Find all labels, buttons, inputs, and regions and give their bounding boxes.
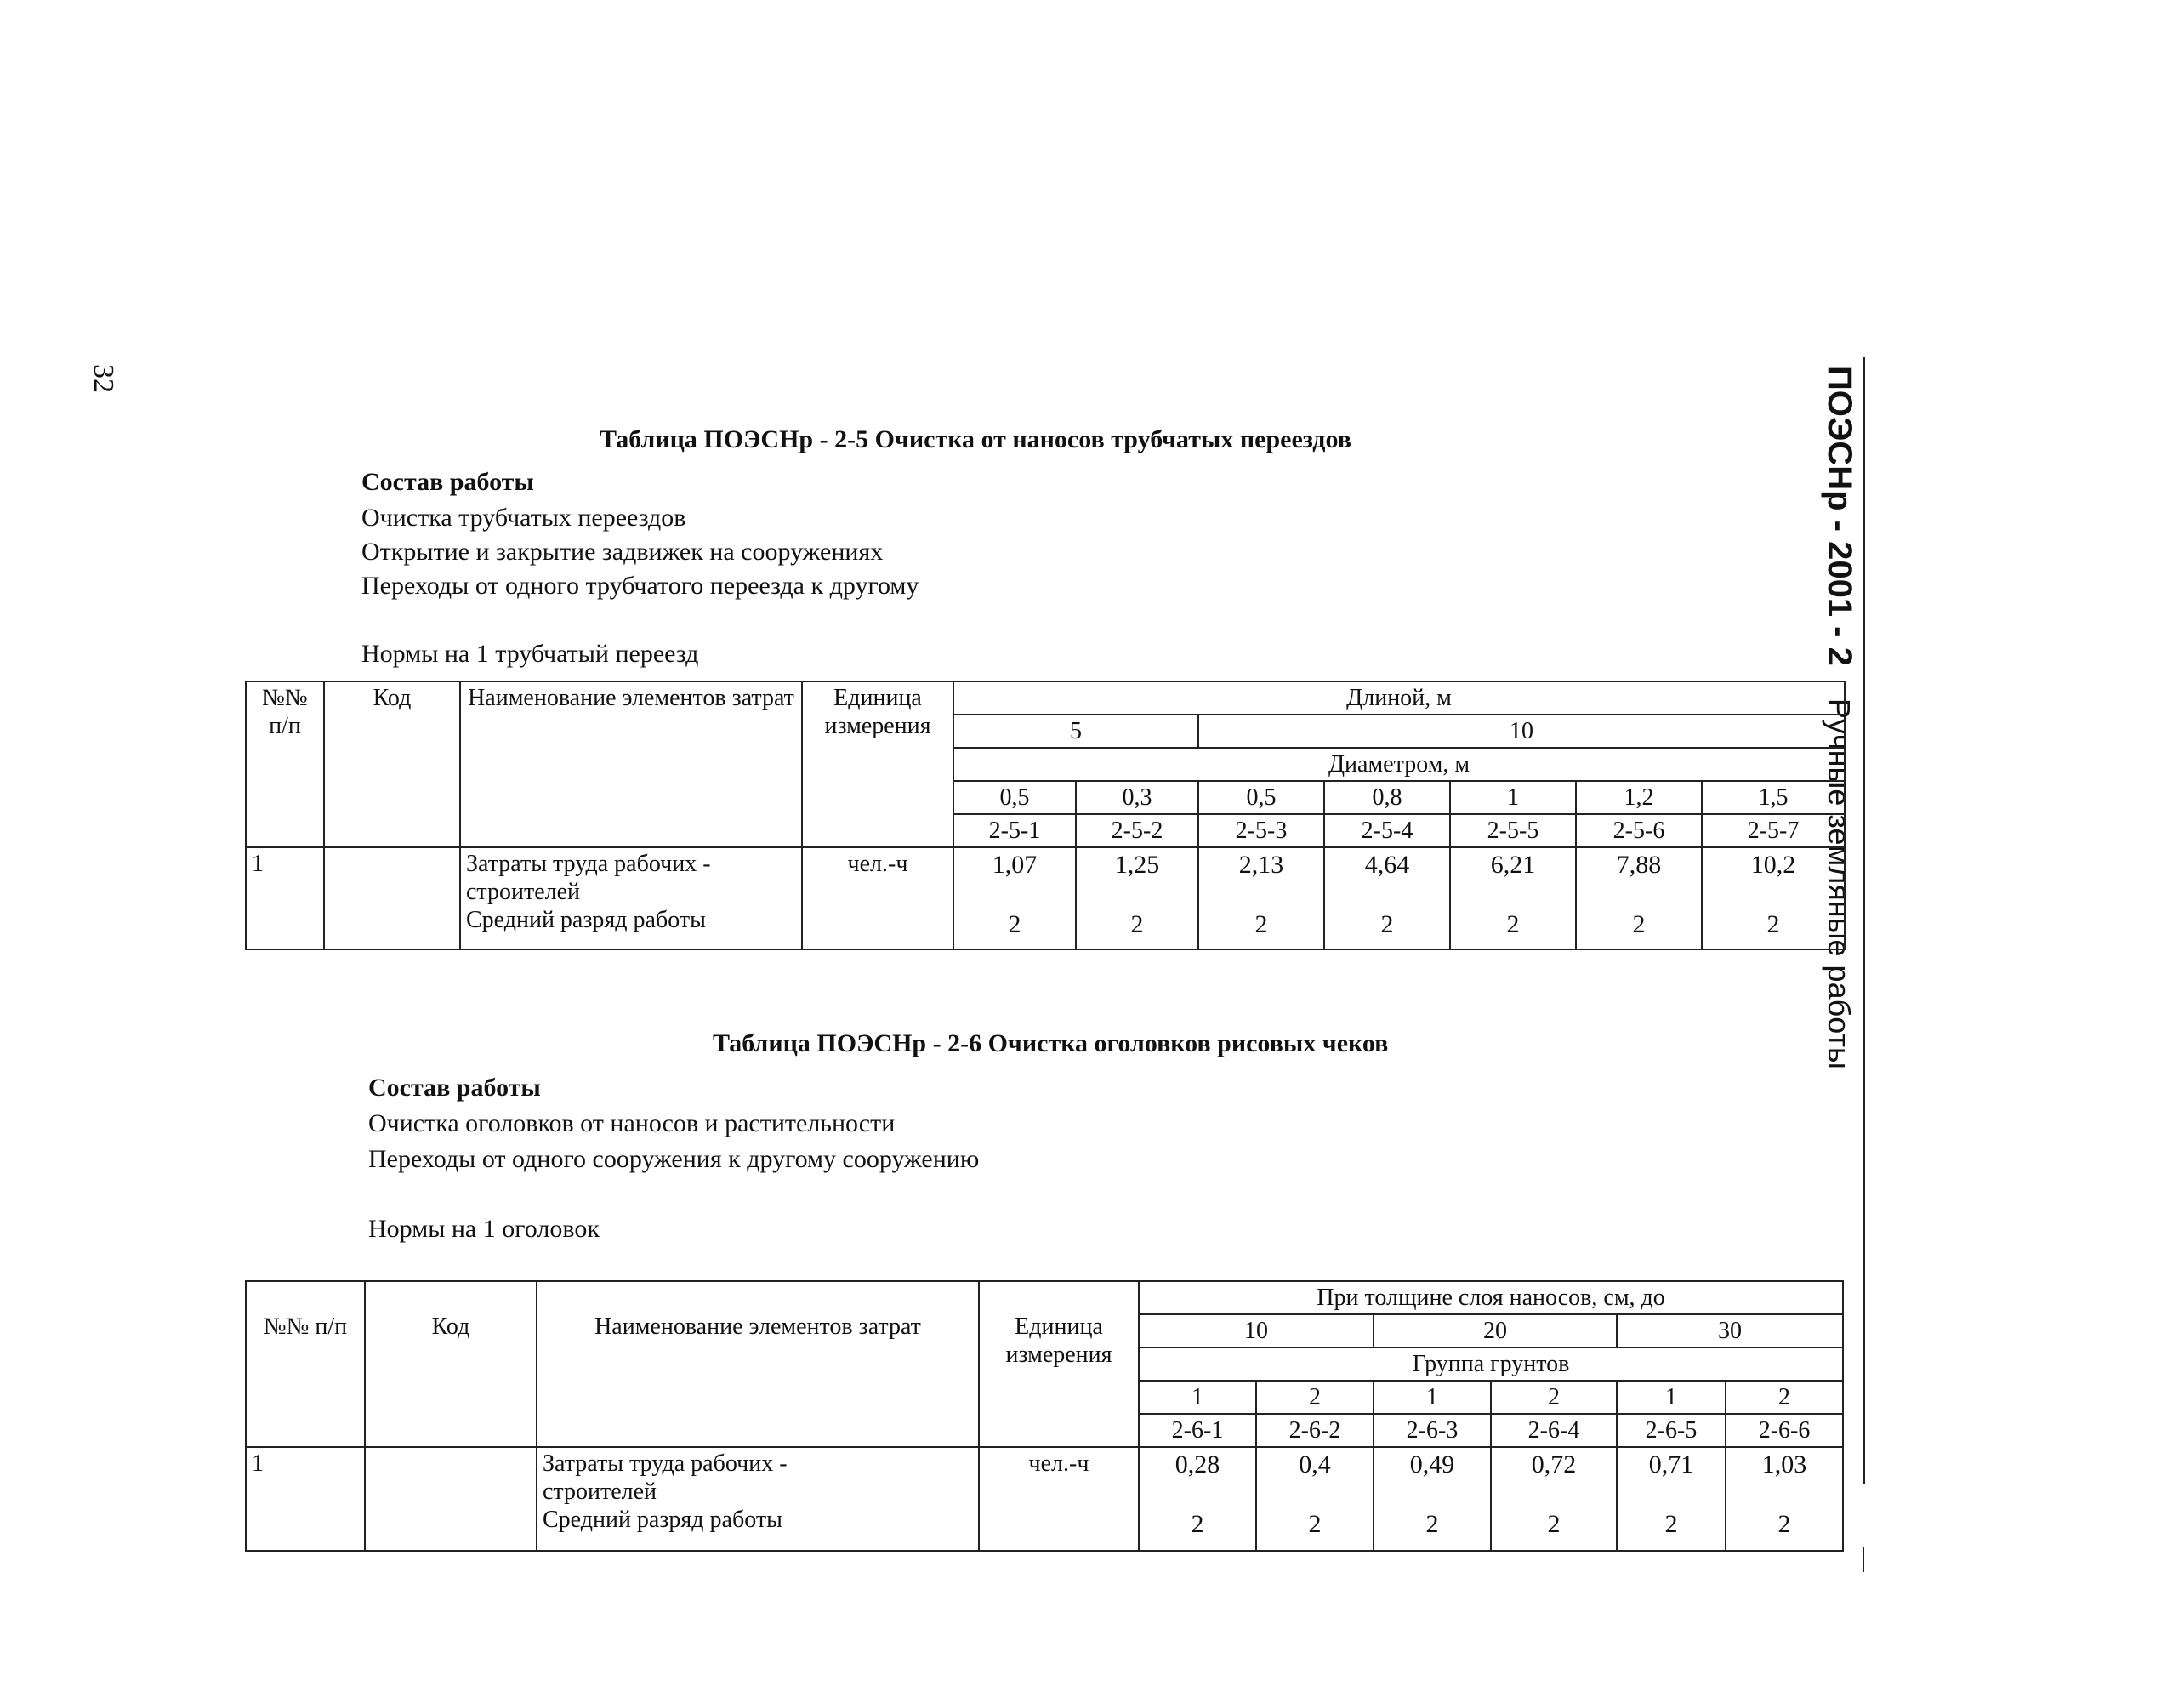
diameter-cell: 0,5 (953, 781, 1076, 814)
rank-value: 2 (1766, 909, 1780, 938)
labor-value: 1,03 (1761, 1450, 1807, 1479)
margin-rule (1863, 357, 1865, 1484)
header-code: Код (324, 681, 460, 847)
table1-work-item: Переходы от одного трубчатого переезда к другому (361, 572, 919, 600)
value-cell (1076, 847, 1198, 949)
diameter-cell: 1,5 (1702, 781, 1845, 814)
norm-code-cell: 2-6-2 (1256, 1414, 1374, 1447)
rank-value: 2 (1254, 909, 1268, 938)
row-code (365, 1447, 537, 1551)
norm-code-cell: 2-6-1 (1139, 1414, 1256, 1447)
table2-work-item: Переходы от одного сооружения к другому сооружению (368, 1145, 980, 1173)
value-cell (953, 847, 1076, 949)
norm-code-cell: 2-5-3 (1198, 814, 1324, 847)
diameter-cell: 0,5 (1198, 781, 1324, 814)
rank-value: 2 (1777, 1509, 1791, 1538)
norm-code-cell: 2-5-5 (1450, 814, 1576, 847)
labor-value: 2,13 (1238, 851, 1284, 880)
labor-value: 0,49 (1409, 1450, 1455, 1479)
rank-value: 2 (1547, 1509, 1561, 1538)
rank-value: 2 (1191, 1509, 1204, 1538)
value-cell (1726, 1447, 1843, 1551)
header-code: Код (365, 1281, 537, 1447)
value-cell (1324, 847, 1450, 949)
diameter-cell: 1 (1450, 781, 1576, 814)
margin-tick (1863, 1547, 1864, 1572)
table2-norms-label: Нормы на 1 оголовок (368, 1215, 600, 1243)
soil-group-cell: 1 (1139, 1381, 1256, 1414)
header-diameter: Диаметром, м (953, 748, 1845, 781)
labor-value: 7,88 (1616, 851, 1662, 880)
labor-value: 0,72 (1531, 1450, 1577, 1479)
norm-code-cell: 2-5-1 (953, 814, 1076, 847)
row-num: 1 (246, 847, 324, 949)
header-length-value: 10 (1198, 715, 1845, 748)
rank-label: Средний разряд работы (466, 907, 706, 934)
norm-code-cell: 2-6-3 (1374, 1414, 1491, 1447)
page-number: 32 (88, 364, 119, 393)
value-cell (1256, 1447, 1374, 1551)
table2-work-heading: Состав работы (368, 1074, 541, 1102)
norm-code-cell: 2-6-6 (1726, 1414, 1843, 1447)
diameter-cell: 0,3 (1076, 781, 1198, 814)
labor-value: 6,21 (1490, 851, 1536, 880)
table-row (246, 1447, 1843, 1551)
norm-code-cell: 2-5-2 (1076, 814, 1198, 847)
table1-title: Таблица ПОЭСНр - 2-5 Очистка от наносов трубчатых переездов (600, 425, 1351, 453)
header-length-value: 5 (953, 715, 1198, 748)
row-unit: чел.-ч (979, 1447, 1139, 1551)
labor-value: 0,71 (1648, 1450, 1694, 1479)
value-cell (1139, 1447, 1256, 1551)
soil-group-cell: 1 (1617, 1381, 1726, 1414)
row-code (324, 847, 460, 949)
cost-line: Затраты труда рабочих - (543, 1450, 788, 1478)
value-cell (1491, 1447, 1617, 1551)
rank-value: 2 (1380, 909, 1394, 938)
table2-grid (245, 1280, 1844, 1552)
header-unit: Единица измерения (802, 681, 953, 847)
table1-grid (245, 681, 1846, 950)
value-cell (1450, 847, 1576, 949)
header-thickness-value: 30 (1617, 1314, 1843, 1347)
rank-value: 2 (1008, 909, 1021, 938)
header-num: №№ п/п (246, 1281, 365, 1447)
soil-group-cell: 2 (1726, 1381, 1843, 1414)
table2-work-item: Очистка оголовков от наносов и растительности (368, 1109, 896, 1137)
running-header-title: Ручные земляные работы (1822, 698, 1857, 1069)
rank-value: 2 (1664, 1509, 1678, 1538)
value-cell (1576, 847, 1702, 949)
rank-value: 2 (1506, 909, 1520, 938)
header-unit: Единица измерения (979, 1281, 1139, 1447)
labor-value: 1,07 (992, 851, 1038, 880)
rank-label: Средний разряд работы (543, 1507, 782, 1534)
norm-code-cell: 2-6-4 (1491, 1414, 1617, 1447)
cost-line: строителей (543, 1478, 657, 1506)
value-cell (1374, 1447, 1491, 1551)
row-cost-name (537, 1447, 979, 1551)
header-thickness-value: 20 (1374, 1314, 1617, 1347)
header-thickness: При толщине слоя наносов, см, до (1139, 1281, 1843, 1314)
rank-value: 2 (1308, 1509, 1322, 1538)
labor-value: 4,64 (1364, 851, 1410, 880)
row-cost-name (460, 847, 802, 949)
header-soil-group: Группа грунтов (1139, 1347, 1843, 1381)
soil-group-cell: 2 (1256, 1381, 1374, 1414)
labor-value: 10,2 (1750, 851, 1796, 880)
header-length: Длиной, м (953, 681, 1845, 715)
header-thickness-value: 10 (1139, 1314, 1374, 1347)
labor-value: 0,28 (1174, 1450, 1220, 1479)
cost-line: строителей (466, 879, 581, 906)
soil-group-cell: 1 (1374, 1381, 1491, 1414)
running-header-code: ПОЭСНр - 2001 - 2 (1821, 366, 1858, 666)
table1-work-heading: Состав работы (361, 468, 534, 496)
cost-line: Затраты труда рабочих - (466, 851, 711, 878)
norm-code-cell: 2-6-5 (1617, 1414, 1726, 1447)
row-unit: чел.-ч (802, 847, 953, 949)
rank-value: 2 (1130, 909, 1144, 938)
value-cell (1702, 847, 1845, 949)
value-cell (1198, 847, 1324, 949)
rank-value: 2 (1425, 1509, 1439, 1538)
norm-code-cell: 2-5-7 (1702, 814, 1845, 847)
norm-code-cell: 2-5-4 (1324, 814, 1450, 847)
soil-group-cell: 2 (1491, 1381, 1617, 1414)
row-num: 1 (246, 1447, 365, 1551)
norm-code-cell: 2-5-6 (1576, 814, 1702, 847)
header-num: №№ п/п (246, 681, 324, 847)
header-name: Наименование элементов затрат (460, 681, 802, 847)
labor-value: 0,4 (1299, 1450, 1331, 1479)
table1-work-item: Открытие и закрытие задвижек на сооружениях (361, 538, 884, 566)
diameter-cell: 0,8 (1324, 781, 1450, 814)
diameter-cell: 1,2 (1576, 781, 1702, 814)
table-row (246, 847, 1845, 949)
table1-work-item: Очистка трубчатых переездов (361, 504, 686, 532)
rank-value: 2 (1632, 909, 1646, 938)
header-name: Наименование элементов затрат (537, 1281, 979, 1447)
table1-norms-label: Нормы на 1 трубчатый переезд (361, 640, 699, 668)
table2-title: Таблица ПОЭСНр - 2-6 Очистка оголовков рисовых чеков (713, 1029, 1389, 1057)
value-cell (1617, 1447, 1726, 1551)
labor-value: 1,25 (1114, 851, 1160, 880)
